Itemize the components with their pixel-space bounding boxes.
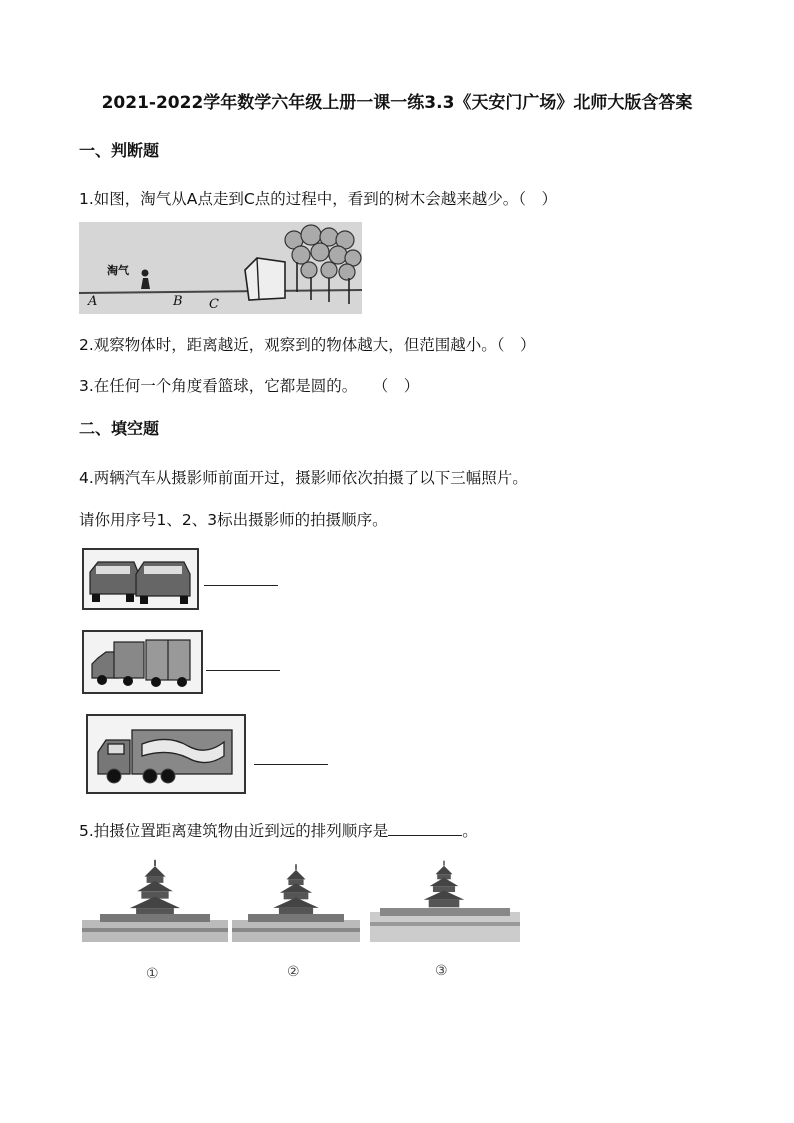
question-5-answer-blank[interactable] xyxy=(388,821,462,836)
truck-side-icon xyxy=(88,716,244,792)
truck-photo-2 xyxy=(82,630,203,694)
question-2: 2.观察物体时，距离越近，观察到的物体越大，但范围越小。（ ） xyxy=(79,336,536,354)
point-c-label: C xyxy=(209,297,219,312)
question-5-text: 5.拍摄位置距离建筑物由近到远的排列顺序是 xyxy=(79,822,389,840)
question-3: 3.在任何一个角度看篮球，它都是圆的。 （ ） xyxy=(79,377,420,395)
person-label: 淘气 xyxy=(107,264,129,277)
section-judge-heading: 一、判断题 xyxy=(79,141,160,160)
house-icon xyxy=(245,258,285,300)
temple-label-1: ① xyxy=(146,966,159,982)
figure-1 xyxy=(79,222,362,314)
person-head-icon xyxy=(142,270,149,277)
point-b-label: B xyxy=(173,294,183,309)
truck-angle-icon xyxy=(84,632,201,692)
page-title: 2021-2022学年数学六年级上册一课一练3.3《天安门广场》北师大版含答案 xyxy=(101,93,693,113)
answer-blank-photo-3[interactable] xyxy=(254,764,328,765)
figure-1-illustration xyxy=(79,222,362,314)
temple-of-heaven-icon xyxy=(80,858,522,946)
truck-photo-3 xyxy=(86,714,246,794)
truck-photo-1 xyxy=(82,548,199,610)
temple-photos xyxy=(80,858,522,946)
question-5 xyxy=(79,819,478,841)
answer-blank-photo-1[interactable] xyxy=(204,585,278,586)
section-fill-heading: 二、填空题 xyxy=(79,419,160,438)
question-1: 1.如图，淘气从A点走到C点的过程中，看到的树木会越来越少。（ ） xyxy=(79,190,557,208)
point-a-label: A xyxy=(88,294,98,309)
question-4-line-2: 请你用序号1、2、3标出摄影师的拍摄顺序。 xyxy=(79,511,388,529)
temple-photo-1 xyxy=(82,860,228,942)
temple-label-2: ② xyxy=(287,964,300,980)
question-5-suffix: 。 xyxy=(462,822,478,840)
answer-blank-photo-2[interactable] xyxy=(206,670,280,671)
temple-photo-3 xyxy=(370,861,520,942)
temple-photo-2 xyxy=(232,864,360,942)
question-4-line-1: 4.两辆汽车从摄影师前面开过，摄影师依次拍摄了以下三幅照片。 xyxy=(79,469,528,487)
temple-label-3: ③ xyxy=(435,963,448,979)
truck-front-icon xyxy=(84,550,197,608)
